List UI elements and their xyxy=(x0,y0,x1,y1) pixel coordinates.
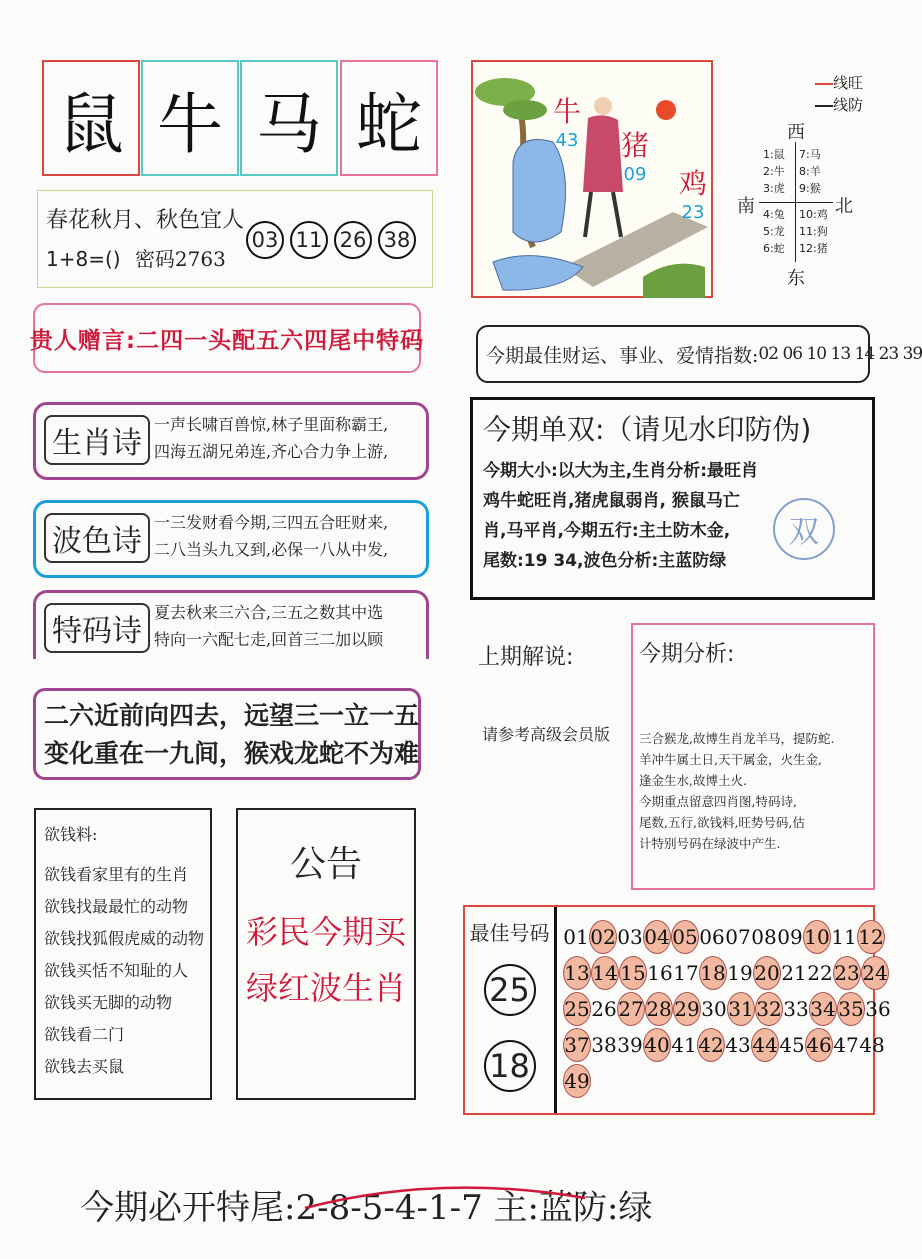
motto-line2 xyxy=(46,243,226,272)
number-cell: 16 xyxy=(647,961,673,985)
number-cell: 34 xyxy=(809,992,837,1026)
compass-hline xyxy=(759,202,833,203)
number-cell: 04 xyxy=(643,920,671,954)
zodiac-box-3: 马 xyxy=(240,60,338,176)
index-numbers: 02 06 10 13 14 23 39 xyxy=(758,344,922,364)
poem-zodiac xyxy=(33,402,429,480)
compass-left-bot: 4:兔 5:龙 6:蛇 xyxy=(763,208,785,255)
pic-label-char: 鸡 xyxy=(679,167,708,200)
watermark-stamp: 双 xyxy=(773,498,835,560)
zodiac-box-2: 牛 xyxy=(141,60,239,176)
poem-line: 一声长啸百兽惊,林子里面称霸王, xyxy=(154,415,389,434)
number-cell: 37 xyxy=(563,1028,591,1062)
number-row xyxy=(563,991,891,1027)
number-cell: 12 xyxy=(857,920,885,954)
single-double-line: 肖,马平肖,今期五行:主土防木金, xyxy=(483,521,731,541)
number-cell: 10 xyxy=(803,920,831,954)
number-row xyxy=(563,1063,873,1099)
poem-lines xyxy=(154,411,422,465)
motto-password: 密码2763 xyxy=(134,247,226,271)
compass-west: 西 xyxy=(787,122,805,143)
number-cell: 47 xyxy=(833,1033,859,1057)
single-double-title: 今期单双:（请见水印防伪) xyxy=(483,413,812,446)
number-cell: 41 xyxy=(671,1033,697,1057)
compass-east: 东 xyxy=(787,268,805,289)
number-cell: 22 xyxy=(807,961,833,985)
money-title: 欲钱料: xyxy=(44,825,98,844)
pic-label-num: 09 xyxy=(623,164,647,185)
analysis-line: 羊冲牛属土日,天干属金，火生金, xyxy=(639,752,822,767)
index-bar xyxy=(476,325,922,383)
number-cell: 42 xyxy=(697,1028,725,1062)
poem-line: 四海五湖兄弟连,齐心合力争上游, xyxy=(154,442,389,461)
analysis-box xyxy=(631,623,875,890)
analysis-line: 三合猴龙,故博生肖龙羊马，提防蛇. xyxy=(639,731,835,746)
number-cell: 40 xyxy=(643,1028,671,1062)
number-cell: 39 xyxy=(617,1033,643,1057)
pic-label-num: 23 xyxy=(681,202,705,223)
number-cell: 30 xyxy=(701,997,727,1021)
money-item: 欲钱看家里有的生肖 xyxy=(44,865,189,884)
motto-ball: 11 xyxy=(290,221,328,259)
number-cell: 43 xyxy=(725,1033,751,1057)
number-cell: 05 xyxy=(671,920,699,954)
notice-line2: 绿红波生肖 xyxy=(245,969,406,1007)
best-pick: 25 xyxy=(484,964,536,1016)
zodiac-box-1: 鼠 xyxy=(42,60,140,176)
number-cell: 17 xyxy=(673,961,699,985)
motto-ball: 26 xyxy=(334,221,372,259)
number-cell: 45 xyxy=(779,1033,805,1057)
number-cell: 11 xyxy=(831,925,857,949)
notice-title: 公告 xyxy=(289,844,362,885)
number-row xyxy=(563,919,884,955)
money-box xyxy=(34,808,212,1100)
number-cell: 29 xyxy=(673,992,701,1026)
analysis-title: 今期分析: xyxy=(639,642,735,667)
number-cell: 13 xyxy=(563,956,591,990)
analysis-line: 今期重点留意四肖图,特码诗, xyxy=(639,794,797,809)
single-double-line: 尾数:19 34,波色分析:主蓝防绿 xyxy=(483,551,727,571)
motto-equation: 1+8=() xyxy=(46,247,121,271)
poem-lines xyxy=(154,599,422,653)
number-cell: 15 xyxy=(619,956,647,990)
number-cell: 08 xyxy=(751,925,777,949)
number-cell: 03 xyxy=(617,925,643,949)
poem-line: 二八当头九又到,必保一八从中发, xyxy=(154,540,389,559)
pic-label-rooster xyxy=(679,162,707,223)
motto-ball: 38 xyxy=(378,221,416,259)
money-item: 欲钱找最最忙的动物 xyxy=(44,897,189,916)
compass xyxy=(735,118,875,290)
footer-main: 主:蓝防:绿 xyxy=(493,1188,653,1228)
pic-label-ox xyxy=(553,90,581,151)
motto-ball: 03 xyxy=(246,221,284,259)
banner-box xyxy=(29,303,425,373)
poem-label: 波色诗 xyxy=(44,513,150,563)
number-cell: 49 xyxy=(563,1064,591,1098)
money-item: 欲钱找狐假虎威的动物 xyxy=(44,929,205,948)
verse-line2: 变化重在一九间，猴戏龙蛇不为难 xyxy=(44,739,420,768)
poem-line: 特向一六配七走,回首三二加以顾 xyxy=(154,630,384,649)
number-cell: 31 xyxy=(727,992,755,1026)
number-cell: 27 xyxy=(617,992,645,1026)
number-cell: 23 xyxy=(833,956,861,990)
verse-box xyxy=(33,688,421,780)
legend-item: 线旺 xyxy=(815,72,863,94)
poem-special xyxy=(33,590,429,659)
analysis-line: 计特别号码在绿波中产生. xyxy=(639,836,781,851)
number-cell: 24 xyxy=(861,956,889,990)
number-cell: 46 xyxy=(805,1028,833,1062)
poem-color xyxy=(33,500,429,578)
best-numbers-box xyxy=(463,905,891,1115)
money-item: 欲钱去买鼠 xyxy=(44,1057,125,1076)
number-cell: 09 xyxy=(777,925,803,949)
number-cell: 33 xyxy=(783,997,809,1021)
compass-legend xyxy=(815,72,863,116)
number-cell: 19 xyxy=(727,961,753,985)
number-cell: 44 xyxy=(751,1028,779,1062)
money-item: 欲钱看二门 xyxy=(44,1025,125,1044)
last-period-title: 上期解说: xyxy=(478,645,574,670)
compass-right-bot: 10:鸡 11:狗 12:猪 xyxy=(799,208,828,255)
compass-south: 南 xyxy=(737,196,755,217)
number-cell: 01 xyxy=(563,925,589,949)
footer-label: 今期必开特尾: xyxy=(80,1188,296,1228)
number-cell: 35 xyxy=(837,992,865,1026)
single-double-box xyxy=(470,397,875,600)
analysis-line: 逢金生水,故博土火. xyxy=(639,773,747,788)
legend-item: 线防 xyxy=(815,94,863,116)
last-period-text: 请参考高级会员版 xyxy=(482,725,611,744)
compass-right-top: 7:马 8:羊 9:猴 xyxy=(799,148,821,195)
number-cell: 02 xyxy=(589,920,617,954)
best-pick: 18 xyxy=(484,1040,536,1092)
pic-label-pig xyxy=(621,124,649,185)
banner-text: 贵人赠言:二四一头配五六四尾中特码 xyxy=(29,327,425,354)
number-cell: 28 xyxy=(645,992,673,1026)
compass-left-top: 1:鼠 2:牛 3:虎 xyxy=(763,148,785,195)
number-cell: 32 xyxy=(755,992,783,1026)
poem-line: 一三发财看今期,三四五合旺财来, xyxy=(154,513,389,532)
poem-lines xyxy=(154,509,422,563)
pic-label-num: 43 xyxy=(555,130,579,151)
number-cell: 36 xyxy=(865,997,891,1021)
number-cell: 48 xyxy=(859,1033,885,1057)
best-left xyxy=(465,907,557,1113)
number-cell: 06 xyxy=(699,925,725,949)
number-cell: 21 xyxy=(781,961,807,985)
single-double-line: 今期大小:以大为主,生肖分析:最旺肖 xyxy=(483,461,759,481)
illustration-art xyxy=(473,62,713,298)
footer-tail: 2-8-5-4-1-7 xyxy=(295,1188,483,1228)
number-cell: 14 xyxy=(591,956,619,990)
poem-line: 夏去秋来三六合,三五之数其中选 xyxy=(154,603,384,622)
money-item: 欲钱买无脚的动物 xyxy=(44,993,173,1012)
index-label: 今期最佳财运、事业、爱情指数: xyxy=(486,344,759,367)
pic-label-char: 牛 xyxy=(553,95,582,128)
motto-line1: 春花秋月、秋色宜人 xyxy=(46,208,245,233)
number-row xyxy=(563,1027,885,1063)
notice-line1: 彩民今期买 xyxy=(245,913,406,951)
single-double-line: 鸡牛蛇旺肖,猪虎鼠弱肖, 猴鼠马亡 xyxy=(483,491,740,511)
number-grid xyxy=(563,919,891,1099)
number-cell: 26 xyxy=(591,997,617,1021)
verse-line1: 二六近前向四去，远望三一立一五 xyxy=(44,701,420,730)
analysis-line: 尾数,五行,欲钱料,旺势号码,估 xyxy=(639,815,805,830)
compass-north: 北 xyxy=(835,196,853,217)
poem-label: 生肖诗 xyxy=(44,415,150,465)
number-cell: 38 xyxy=(591,1033,617,1057)
number-cell: 20 xyxy=(753,956,781,990)
number-cell: 18 xyxy=(699,956,727,990)
money-item: 欲钱买恬不知耻的人 xyxy=(44,961,189,980)
number-cell: 07 xyxy=(725,925,751,949)
zodiac-box-4: 蛇 xyxy=(340,60,438,176)
poem-label: 特码诗 xyxy=(44,603,150,653)
number-cell: 25 xyxy=(563,992,591,1026)
illustration xyxy=(471,60,713,298)
number-row xyxy=(563,955,888,991)
notice-box xyxy=(236,808,416,1100)
motto-balls xyxy=(246,221,422,259)
motto-box xyxy=(37,190,433,288)
pic-label-char: 猪 xyxy=(621,129,650,162)
footer-strike xyxy=(300,1178,590,1218)
best-title: 最佳号码 xyxy=(469,921,550,945)
